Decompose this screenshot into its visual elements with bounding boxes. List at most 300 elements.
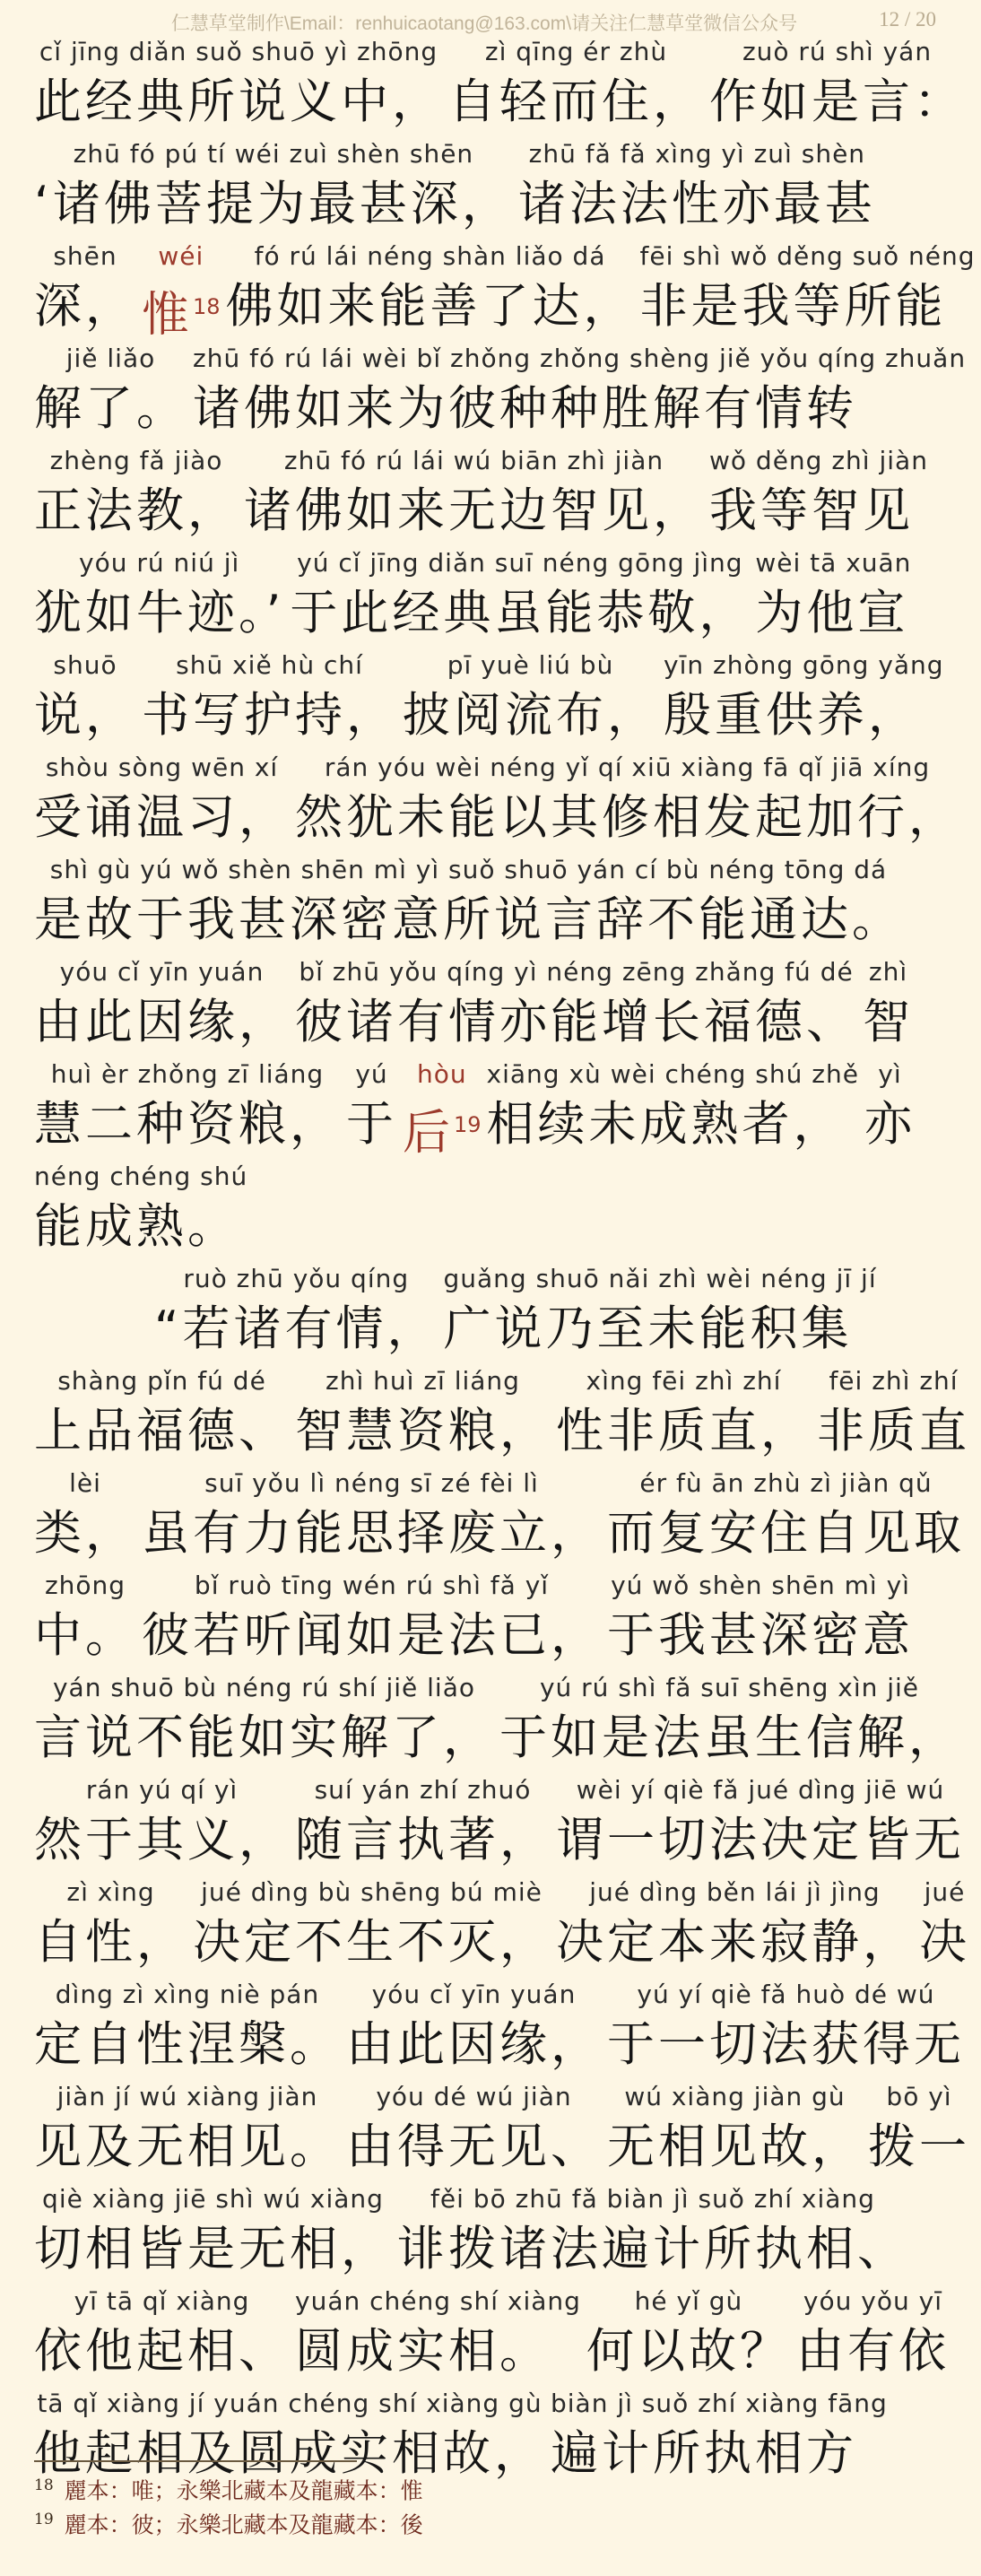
phrase: [193, 341, 966, 441]
phrase: [397, 2181, 908, 2282]
hanzi: [499, 1706, 959, 1771]
phrase: [295, 750, 959, 850]
phrase: [34, 239, 136, 339]
pinyin: zhèng fǎ jiào: [49, 446, 223, 475]
pinyin: hé yǐ gù: [634, 2286, 743, 2316]
hanzi: [607, 1501, 965, 1566]
hanzi: [34, 1910, 187, 1975]
pinyin: xiāng xù wèi chéng shú zhě: [486, 1059, 859, 1089]
hanzi: [34, 172, 513, 237]
hanzi: [34, 274, 136, 339]
phrase: [34, 954, 290, 1055]
hanzi: [142, 1604, 602, 1668]
hanzi-text: 上品福德、: [34, 1404, 290, 1458]
pinyin: bō yì: [886, 2082, 952, 2111]
pinyin: yóu dé wú jiàn: [376, 2082, 572, 2111]
text-line: [34, 2284, 949, 2386]
hanzi-text: 非是我等所能: [639, 279, 947, 334]
hanzi-text: 中。: [34, 1608, 136, 1663]
hanzi-text: 广说乃至未能积集: [443, 1301, 853, 1356]
hanzi-text: 解了。: [34, 381, 187, 436]
phrase: [817, 1363, 970, 1464]
sutra-text: [34, 34, 976, 2488]
pinyin: bǐ ruò tīng wén rú shì fǎ yǐ: [194, 1571, 550, 1600]
phrase: [796, 2284, 950, 2384]
hanzi: [443, 1297, 876, 1362]
hanzi: [290, 581, 750, 646]
hanzi: [863, 990, 914, 1055]
phrase: [34, 2181, 392, 2282]
phrase: [244, 443, 704, 544]
text-line: [34, 1670, 959, 1772]
hanzi: [244, 479, 704, 544]
hanzi-text: “若诸有情，: [154, 1301, 438, 1356]
hanzi-text: 深，: [34, 279, 136, 334]
pinyin: guǎng shuō nǎi zhì wèi néng jī jí: [443, 1264, 877, 1293]
pinyin: pī yuè liú bù: [447, 650, 614, 680]
phrase: [607, 1466, 965, 1566]
pinyin: suí yán zhí zhuó: [314, 1775, 532, 1805]
hanzi: [295, 1808, 551, 1873]
hanzi-text: 自性，: [34, 1915, 187, 1970]
text-line: [34, 648, 949, 750]
hanzi: [154, 1297, 438, 1362]
hanzi: [346, 1092, 397, 1157]
phrase: [34, 1159, 247, 1259]
page-number: 12 / 20: [879, 8, 936, 30]
phrase: [664, 648, 944, 748]
hanzi-text: 为他宣: [755, 586, 909, 640]
hanzi: [34, 1604, 136, 1668]
hanzi: [817, 1399, 970, 1464]
pinyin: fēi zhì zhí: [829, 1366, 959, 1396]
pinyin: qiè xiàng jiē shì wú xiàng: [42, 2184, 384, 2214]
footnote-number: 18: [34, 2476, 54, 2494]
hanzi-text: 依他起相、: [34, 2324, 290, 2379]
phrase: [34, 1466, 136, 1566]
phrase: [34, 1057, 341, 1157]
pinyin: rán yóu wèi néng yǐ qí xiū xiàng fā qǐ jiā xíng: [324, 753, 931, 782]
footnote-number: 19: [34, 2511, 54, 2528]
pinyin: jiě liǎo: [65, 344, 156, 373]
hanzi: [34, 2013, 341, 2077]
hanzi-text: 智慧资粮，: [295, 1404, 551, 1458]
hanzi: [755, 581, 911, 646]
phrase: [34, 852, 903, 953]
pinyin: jué dìng bù shēng bú miè: [201, 1877, 543, 1907]
hanzi: [34, 1195, 247, 1259]
text-line: [34, 1977, 965, 2079]
hanzi: [226, 274, 635, 339]
pinyin: yú yí qiè fǎ huò dé wú: [637, 1980, 935, 2009]
pinyin: zuò rú shì yán: [742, 37, 933, 66]
hanzi-text: 然于其义，: [34, 1813, 290, 1867]
text-line: [34, 1466, 965, 1568]
text-line: [34, 750, 959, 852]
hanzi: [709, 70, 965, 135]
text-line: [34, 852, 949, 954]
hanzi: [34, 2115, 341, 2180]
pinyin: yóu cǐ yīn yuán: [59, 957, 265, 987]
phrase: [640, 239, 976, 339]
hanzi-text: ‘诸佛菩提为最甚深，: [34, 177, 513, 231]
text-line: [34, 1772, 965, 1875]
footnote: [34, 2502, 931, 2537]
pinyin: jué dìng běn lái jì jìng: [589, 1877, 881, 1907]
hanzi-text: 于我甚深密意: [607, 1608, 914, 1663]
phrase: [448, 34, 704, 135]
pinyin: xìng fēi zhì zhí: [586, 1366, 782, 1396]
hanzi-text: 于如是法虽生信解，: [499, 1710, 959, 1765]
hanzi-text: 定自性涅槃。: [34, 2017, 341, 2072]
pinyin: wú xiàng jiàn gù: [624, 2082, 846, 2111]
hanzi-text: 非质直: [817, 1404, 970, 1458]
phrase: [346, 1057, 397, 1157]
pinyin: huì èr zhǒng zī liáng: [50, 1059, 325, 1089]
hanzi: [34, 786, 290, 850]
hanzi-text: 类，: [34, 1506, 136, 1561]
text-line: [34, 1568, 949, 1670]
pinyin: shàng pǐn fú dé: [57, 1366, 266, 1396]
hanzi: [193, 1910, 551, 1975]
pinyin: shì gù yú wǒ shèn shēn mì yì suǒ shuō yán cí bù néng tōng dá: [49, 855, 888, 884]
hanzi: [864, 1092, 916, 1157]
phrase: [34, 341, 187, 441]
hanzi-text: 披阅流布，: [403, 688, 658, 743]
hanzi: [403, 1092, 482, 1161]
phrase: [34, 2284, 290, 2384]
hanzi-text: 于一切法获得无: [607, 2017, 965, 2072]
hanzi: [556, 1808, 965, 1873]
hanzi: [556, 1399, 812, 1464]
footnote-divider: [34, 2460, 357, 2462]
phrase: [34, 750, 290, 850]
phrase: [142, 1466, 602, 1566]
hanzi-text: 切相皆是无相，: [34, 2222, 392, 2276]
hanzi-text: 是故于我甚深密意所说言辞不能通达。: [34, 892, 903, 947]
pinyin: yóu rú niú jì: [79, 548, 240, 578]
hanzi-text: 书写护持，: [142, 688, 397, 743]
pinyin: suī yǒu lì néng sī zé fèi lì: [204, 1468, 539, 1498]
pinyin: hòu: [416, 1059, 467, 1089]
phrase: [34, 34, 443, 135]
hanzi-text: 亦: [864, 1097, 916, 1152]
phrase: [295, 1772, 551, 1873]
pinyin: bǐ zhū yǒu qíng yì néng zēng zhǎng fú dé: [299, 957, 854, 987]
hanzi: [868, 2115, 970, 2180]
hanzi: [34, 683, 136, 748]
pinyin: zhū fó rú lái wèi bǐ zhǒng zhǒng shèng jiě yǒu qíng zhuǎn: [193, 344, 967, 373]
footnotes: [34, 2468, 931, 2537]
pinyin: ér fù ān zhù zì jiàn qǔ: [639, 1468, 933, 1498]
pinyin: yóu yǒu yī: [803, 2286, 942, 2316]
hanzi-text: 拨一: [868, 2119, 970, 2174]
hanzi: [346, 2013, 602, 2077]
pinyin: shòu sòng wēn xí: [45, 753, 279, 782]
phrase: [709, 443, 928, 544]
hanzi: [919, 1910, 970, 1975]
phrase: [518, 136, 876, 237]
pinyin: ruò zhū yǒu qíng: [183, 1264, 410, 1293]
footnote-text: 麗本：彼；永樂北藏本及龍藏本：後: [64, 2511, 423, 2538]
hanzi: [487, 1092, 859, 1157]
variant-reading: [142, 239, 221, 343]
hanzi: [295, 1399, 551, 1464]
pinyin: cǐ jīng diǎn suǒ shuō yì zhōng: [39, 37, 438, 66]
pinyin: zì qīng ér zhù: [484, 37, 668, 66]
pinyin: jué: [924, 1877, 966, 1907]
hanzi-text: 何以故？: [586, 2324, 791, 2379]
pinyin: yú wǒ shèn shēn mì yì: [611, 1571, 910, 1600]
pinyin: dìng zì xìng niè pán: [55, 1980, 320, 2009]
pinyin: zhì huì zī liáng: [326, 1366, 520, 1396]
phrase: [295, 1363, 551, 1464]
phrase: [193, 1875, 551, 1975]
hanzi-text: 言说不能如实解了，: [34, 1710, 494, 1765]
text-line: [34, 1261, 949, 1363]
hanzi: [556, 1910, 914, 1975]
text-line: [34, 2079, 970, 2181]
phrase: [34, 1670, 494, 1771]
pinyin: zhū fó rú lái wú biān zhì jiàn: [283, 446, 664, 475]
hanzi: [586, 2319, 791, 2384]
text-line: [34, 1159, 949, 1261]
hanzi-text: 能成熟。: [34, 1199, 239, 1254]
phrase: [607, 1977, 965, 2077]
phrase: [556, 1363, 812, 1464]
pinyin: yóu cǐ yīn yuán: [371, 1980, 577, 2009]
pinyin: wéi: [158, 241, 204, 271]
phrase: [34, 1363, 290, 1464]
hanzi-text: 正法教，: [34, 483, 239, 538]
footnote-marker[interactable]: 18: [193, 294, 221, 319]
hanzi: [346, 2115, 602, 2180]
footnote: [34, 2468, 931, 2502]
text-line: [34, 545, 949, 648]
hanzi-text: 随言执著，: [295, 1813, 551, 1867]
hanzi-text: 我等智见: [709, 483, 914, 538]
pinyin: yú rú shì fǎ suī shēng xìn jiě: [539, 1673, 920, 1702]
pinyin: fó rú lái néng shàn liǎo dá: [254, 241, 606, 271]
hanzi-text: 彼诸有情亦能增长福德、: [295, 995, 857, 1049]
pinyin: biàn jì suǒ zhí xiàng fāng: [551, 2389, 888, 2418]
pinyin: jiàn jí wú xiàng jiàn: [56, 2082, 318, 2111]
hanzi: [34, 581, 284, 646]
pinyin: yì: [878, 1059, 902, 1089]
hanzi: [295, 990, 857, 1055]
phrase: [295, 2284, 581, 2384]
phrase: [499, 1670, 959, 1771]
phrase: [864, 1057, 916, 1157]
hanzi-text: 受诵温习，: [34, 790, 290, 845]
hanzi: [142, 274, 221, 343]
hanzi: [34, 479, 239, 544]
phrase: [290, 545, 750, 646]
hanzi: [34, 377, 187, 441]
hanzi: [664, 683, 944, 748]
hanzi-text: 自轻而住，: [448, 74, 704, 129]
variant-reading: [403, 1057, 482, 1161]
hanzi: [640, 274, 976, 339]
hanzi-text: 谓一切法决定皆无: [556, 1813, 965, 1867]
text-line: [34, 2181, 949, 2284]
hanzi-text: 智: [863, 995, 914, 1049]
phrase: [346, 1977, 602, 2077]
hanzi: [142, 1501, 602, 1566]
hanzi-text: 决定不生不灭，: [193, 1915, 551, 1970]
hanzi: [518, 172, 876, 237]
phrase: [403, 648, 658, 748]
hanzi-text: 无相见故，: [607, 2119, 863, 2174]
hanzi-text: 由得无见、: [346, 2119, 602, 2174]
hanzi-text: 于此经典虽能恭敬，: [290, 586, 751, 640]
text-line: [34, 1363, 970, 1466]
hanzi-text: 由此因缘，: [346, 2017, 602, 2072]
phrase: [34, 443, 239, 544]
hanzi-text: 彼若听闻如是法已，: [142, 1608, 602, 1663]
pinyin: zì xìng: [66, 1877, 155, 1907]
footnote-text: 麗本：唯；永樂北藏本及龍藏本：惟: [64, 2477, 423, 2504]
pinyin: fěi bō zhū fǎ biàn jì suǒ zhí xiàng: [430, 2184, 875, 2214]
hanzi: [142, 683, 397, 748]
pinyin: wǒ děng zhì jiàn: [709, 446, 928, 475]
hanzi: [607, 1604, 914, 1668]
hanzi-text: 诽拨诸法遍计所执相、: [397, 2222, 908, 2276]
hanzi: [796, 2319, 950, 2384]
text-line: [34, 954, 949, 1057]
pinyin: zhū fó pú tí wéi zuì shèn shēn: [73, 139, 474, 169]
hanzi-text: 诸佛如来为彼种种胜解有情转: [193, 381, 857, 436]
hanzi: [193, 377, 966, 441]
hanzi-text: 由有依: [795, 2324, 950, 2379]
phrase: [607, 1568, 914, 1668]
pinyin: fēi shì wǒ děng suǒ néng: [639, 241, 976, 271]
hanzi: [34, 2217, 392, 2282]
phrase: [443, 1261, 876, 1362]
phrase: [607, 2079, 863, 2180]
hanzi-text: 他起相及圆成实相故，: [34, 2426, 545, 2481]
hanzi-text: 此经典所说义中，: [34, 74, 443, 129]
hanzi-text: 诸佛如来无边智见，: [244, 483, 704, 538]
hanzi-text: 相续未成熟者，: [486, 1097, 845, 1152]
hanzi-text: 由此因缘，: [34, 995, 290, 1049]
phrase: [34, 1977, 341, 2077]
pinyin: shuō: [53, 650, 117, 680]
phrase: [556, 1875, 914, 1975]
hanzi-text: 决: [919, 1915, 970, 1970]
pinyin: yī tā qǐ xiàng: [74, 2286, 250, 2316]
hanzi: [295, 786, 959, 850]
hanzi-text: 作如是言：: [709, 74, 965, 129]
text-line: [34, 341, 967, 443]
phrase: [154, 1261, 438, 1362]
pinyin: zhōng: [44, 1571, 126, 1600]
hanzi: [34, 1808, 290, 1873]
hanzi: [607, 2115, 863, 2180]
phrase: [34, 648, 136, 748]
hanzi: [34, 1706, 494, 1771]
phrase: [34, 545, 284, 646]
phrase: [34, 136, 513, 237]
hanzi: [34, 888, 903, 953]
hanzi-text: 于: [346, 1097, 397, 1152]
pinyin: lèi: [69, 1468, 101, 1498]
phrase: [346, 2079, 602, 2180]
pinyin: yán shuō bù néng rú shí jiě liǎo: [52, 1673, 475, 1702]
text-line: [34, 239, 976, 343]
phrase: [142, 1568, 602, 1668]
hanzi-text: 说，: [34, 688, 136, 743]
text-line: [34, 443, 949, 545]
pinyin: shēn: [53, 241, 117, 271]
hanzi: [295, 2319, 581, 2384]
hanzi-text: 虽有力能思择废立，: [142, 1506, 602, 1561]
pinyin: yuán chéng shí xiàng: [295, 2286, 581, 2316]
phrase: [34, 1568, 136, 1668]
hanzi: [34, 1092, 341, 1157]
phrase: [295, 954, 857, 1055]
text-line: [34, 136, 949, 239]
phrase: [709, 34, 965, 135]
phrase: [868, 2079, 970, 2180]
phrase: [919, 1875, 970, 1975]
hanzi-text: 性非质直，: [556, 1404, 812, 1458]
hanzi-text: 犹如牛迹。’: [34, 586, 285, 640]
pinyin: zhū fǎ fǎ xìng yì zuì shèn: [528, 139, 866, 169]
phrase: [142, 648, 397, 748]
pinyin: shū xiě hù chí: [176, 650, 363, 680]
phrase: [34, 1875, 187, 1975]
hanzi: [34, 1501, 136, 1566]
hanzi-text: 遍计所执相方: [551, 2426, 857, 2481]
hanzi: [397, 2217, 908, 2282]
pinyin: néng chéng shú: [34, 1162, 248, 1191]
phrase: [34, 2079, 341, 2180]
hanzi-text: 佛如来能善了达，: [225, 279, 635, 334]
hanzi: [448, 70, 704, 135]
pinyin: yú cǐ jīng diǎn suī néng gōng jìng: [297, 548, 743, 578]
producer-credit: 仁慧草堂制作\Email：renhuicaotang@163.com\请关注仁慧草堂微信公众号: [170, 13, 798, 34]
pinyin: zhì: [868, 957, 908, 987]
hanzi-text: 殷重供养，: [664, 688, 919, 743]
hanzi-text: 慧二种资粮，: [34, 1097, 341, 1152]
hanzi-text: 后: [403, 1105, 454, 1161]
text-line: [34, 1057, 949, 1159]
hanzi-text: 而复安住自见取: [607, 1506, 965, 1561]
phrase: [556, 1772, 965, 1873]
hanzi-text: 圆成实相。: [295, 2324, 551, 2379]
pinyin: rán yú qí yì: [85, 1775, 239, 1805]
phrase: [487, 1057, 859, 1157]
hanzi: [403, 683, 658, 748]
hanzi: [34, 1399, 290, 1464]
hanzi: [34, 70, 443, 135]
pinyin: wèi yí qiè fǎ jué dìng jiē wú: [576, 1775, 945, 1805]
hanzi-text: 见及无相见。: [34, 2119, 341, 2174]
hanzi-text: 然犹未能以其修相发起加行，: [295, 790, 959, 845]
hanzi-text: 惟: [142, 287, 193, 343]
footnote-marker[interactable]: 19: [454, 1112, 482, 1137]
hanzi: [709, 479, 928, 544]
pinyin: wèi tā xuān: [755, 548, 912, 578]
hanzi-text: 决定本来寂静，: [556, 1915, 914, 1970]
phrase: [586, 2284, 791, 2384]
hanzi: [34, 990, 290, 1055]
phrase: [34, 1772, 290, 1873]
phrase: [863, 954, 914, 1055]
pinyin: yú: [355, 1059, 388, 1089]
hanzi: [607, 2013, 965, 2077]
